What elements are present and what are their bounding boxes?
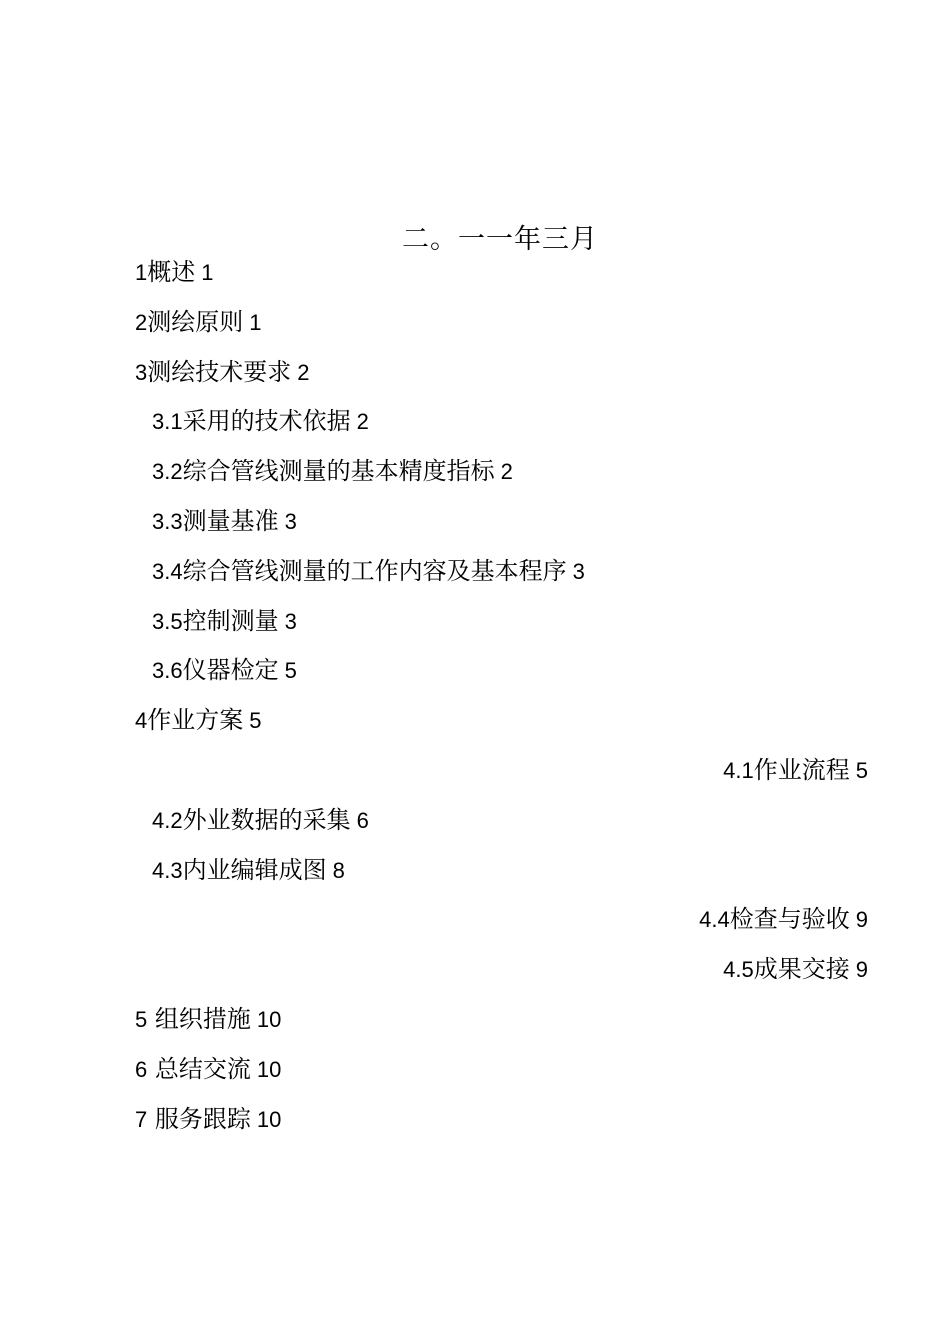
toc-entry-title: 测绘原则 [147, 307, 244, 336]
toc-entry-page-number: 1 [249, 309, 262, 335]
toc-entry[interactable] [152, 652, 297, 688]
toc-entry-page-number: 2 [297, 359, 310, 385]
toc-entry-number: 4.3 [152, 857, 183, 883]
toc-entry-title: 综合管线测量的工作内容及基本程序 [182, 556, 567, 585]
toc-entry-number: 4.4 [699, 907, 730, 933]
toc-entry[interactable] [135, 354, 310, 390]
toc-entry-title: 作业方案 [147, 706, 244, 735]
toc-entry-title: 外业数据的采集 [182, 805, 351, 834]
toc-entry-page-number: 2 [356, 409, 369, 435]
toc-entry-title: 综合管线测量的基本精度指标 [182, 457, 495, 486]
toc-entry-number: 4 [135, 708, 148, 734]
toc-entry-number: 4.5 [723, 957, 754, 983]
toc-entry-number: 3.4 [152, 558, 183, 584]
toc-entry-number: 6 [135, 1056, 148, 1082]
toc-entry[interactable] [723, 951, 868, 987]
toc-entry[interactable] [152, 852, 345, 888]
toc-entry-page-number: 5 [284, 658, 297, 684]
toc-entry-title: 成果交接 [753, 955, 850, 984]
toc-entry-page-number: 8 [332, 857, 345, 883]
date-heading: 二。一一年三月 [402, 224, 598, 255]
toc-entry-title: 仪器检定 [182, 656, 279, 685]
toc-entry-title: 测绘技术要求 [147, 357, 292, 386]
toc-entry-title: 组织措施 [154, 1005, 251, 1033]
toc-entry-title: 采用的技术依据 [182, 407, 351, 436]
toc-entry-page-number: 2 [500, 459, 513, 485]
toc-entry-page-number: 1 [201, 260, 214, 285]
toc-entry-number: 3.5 [152, 608, 183, 634]
toc-entry-page-number: 10 [256, 1106, 282, 1132]
toc-entry-page-number: 3 [284, 608, 297, 634]
toc-entry-number: 5 [135, 1007, 148, 1032]
toc-entry-number: 3.1 [152, 409, 183, 435]
toc-entry-title: 控制测量 [182, 606, 279, 635]
toc-entry-page-number: 10 [256, 1056, 282, 1082]
toc-entry-number: 4.2 [152, 807, 183, 833]
toc-entry-page-number: 9 [855, 907, 868, 933]
toc-entry-page-number: 3 [572, 558, 585, 584]
toc-entry-page-number: 5 [249, 708, 262, 734]
toc-entry-number: 2 [135, 309, 148, 335]
toc-entry-separator [147, 1055, 155, 1083]
toc-entry[interactable] [152, 553, 585, 589]
toc-entry-number: 1 [135, 260, 148, 285]
toc-entry[interactable] [135, 254, 214, 290]
toc-entry-page-number: 6 [356, 807, 369, 833]
toc-entry[interactable] [152, 802, 369, 838]
toc-entry[interactable] [135, 702, 262, 738]
toc-entry-title: 总结交流 [154, 1054, 251, 1083]
toc-entry[interactable] [699, 901, 868, 937]
toc-entry-number: 3.3 [152, 509, 183, 534]
toc-entry-title: 概述 [147, 258, 196, 286]
toc-entry[interactable] [152, 453, 513, 489]
toc-entry-title: 服务跟踪 [154, 1104, 251, 1133]
toc-entry-page-number: 3 [284, 509, 297, 534]
toc-entry-number: 3.6 [152, 658, 183, 684]
toc-entry-separator [147, 1105, 155, 1133]
toc-entry-page-number: 9 [855, 957, 868, 983]
toc-entry-number: 3.2 [152, 459, 183, 485]
toc-entry-number: 3 [135, 359, 148, 385]
toc-entry-number: 7 [135, 1106, 148, 1132]
toc-entry-title: 内业编辑成图 [182, 855, 327, 884]
toc-entry-number: 4.1 [723, 758, 754, 783]
toc-entry-title: 检查与验收 [729, 905, 850, 934]
toc-entry[interactable] [135, 304, 262, 340]
toc-entry-page-number: 5 [855, 758, 868, 783]
toc-entry[interactable] [723, 752, 868, 788]
toc-entry[interactable] [152, 603, 297, 639]
toc-entry[interactable] [135, 1001, 281, 1037]
toc-entry-title: 作业流程 [753, 756, 850, 784]
toc-entry[interactable] [135, 1051, 281, 1087]
toc-entry-page-number: 10 [256, 1007, 282, 1032]
toc-entry[interactable] [152, 403, 369, 439]
toc-entry[interactable] [135, 1101, 281, 1137]
toc-entry[interactable] [152, 503, 297, 539]
toc-entry-title: 测量基准 [182, 507, 279, 535]
toc-entry-separator [147, 1005, 155, 1033]
